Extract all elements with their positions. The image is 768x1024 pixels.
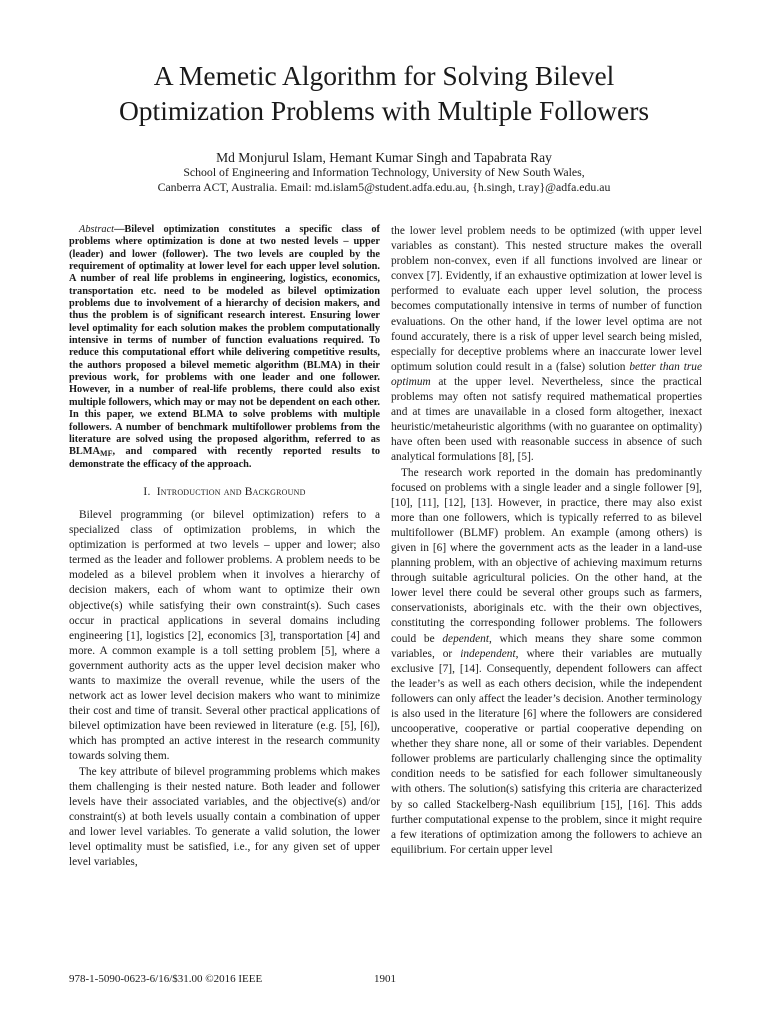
footer-isbn: 978-1-5090-0623-6/16/$31.00 ©2016 IEEE — [69, 973, 263, 985]
title-line-2: Optimization Problems with Multiple Followers — [118, 95, 650, 126]
affiliation — [40, 165, 728, 195]
section-title: Introduction and Background — [156, 485, 306, 498]
section-number: I. — [143, 485, 151, 498]
affiliation-line-1: School of Engineering and Information Technology, University of New South Wales, — [183, 165, 585, 179]
left-column — [69, 224, 380, 870]
right-p2-emphasis-dependent: dependent — [442, 632, 489, 645]
page-number: 1901 — [374, 973, 396, 985]
author-list: Md Monjurul Islam, Hemant Kumar Singh and Tapabrata Ray — [216, 150, 552, 165]
right-paragraph-2 — [391, 466, 702, 858]
right-p2-text-3: , where their variables are mutually exclusive [7], [14]. Consequently, dependent followers can affect the leader’s as well as each others decision, while the independent followers can only affect the leader’s decision. Another terminology is also used in the literature [6] where the followers are considered uncooperative, cooperative or partial cooperative depending on whether they share none, all or some of their variables. Dependent follower problems are particularly challenging since the optimality condition needs to be satisfied for each follower simultaneously with others. The solution(s) satisfying this criteria are characterized by so called Stackelberg-Nash equilibrium [15], [16]. This adds further computational expense to the problem, since it might require a few iterations of optimization among the followers to achieve an equilibrium. For certain upper level — [391, 647, 702, 856]
affiliation-line-2: Canberra ACT, Australia. Email: md.islam5@student.adfa.edu.au, {h.singh, t.ray}@adfa.edu.au — [157, 180, 611, 194]
right-column — [391, 224, 702, 858]
right-p1-text-2: at the upper level. Nevertheless, since the practical problems may often not satisfy required mathematical properties and at times are unavailable in a closed form altogether, inexact heuristic/metaheuristic algorithms (with no guarantee on optimality) have often been used with reasonable success in absence of such analytical formulations [8], [5]. — [391, 375, 702, 464]
abstract — [69, 224, 380, 471]
right-p1-text-1: the lower level problem needs to be optimized (with upper level variables as constant). This nested structure makes the overall problem non-convex, even if all functions involved are linear or convex [7]. Evidently, if an exhaustive optimization at lower level is performed to evaluate each upper level solution, the process becomes computationally intensive in terms of number of function evaluations. On the other hand, if the lower level optima are not found accurately, there is a risk of upper level search being misled, especially for deceptive problems where an inaccurate lower level optimum solution could result in a (false) solution — [391, 225, 702, 373]
abstract-subscript: MF — [100, 449, 113, 459]
abstract-label: Abstract — [79, 224, 115, 235]
paper-title — [40, 58, 728, 128]
right-p2-emphasis-independent: independent — [460, 647, 516, 660]
title-line-1: A Memetic Algorithm for Solving Bilevel — [153, 60, 615, 91]
right-p2-text-2: , which means they share some common variables, or — [391, 632, 702, 660]
intro-paragraph-2: The key attribute of bilevel programming problems which makes them challenging is their nested nature. Both leader and follower levels have their associated variables, and the objective(s) and/or constraint(s) at both levels usually contain a combination of upper and lower level variables. To generate a valid solution, the lower level optimality must be satisfied, i.e., for any given set of upper level variables, — [69, 765, 380, 869]
intro-paragraph-1: Bilevel programming (or bilevel optimization) refers to a specialized class of optimization problems, in which the optimization is performed at two levels – upper and lower; also termed as the leader and follower problems. A problem needs to be modeled as a bilevel problem when it involves a hierarchy of decision makers, each of whom want to optimize their own objective(s) while satisfying their own constraint(s). Such cases occur in practical applications in several domains including engineering [1], logistics [2], economics [3], transportation [4] and more. A common example is a toll setting problem [5], where a government authority acts as the upper level decision maker who wants to maximize the overall revenue, while the users of the network act as lower level decision makers who want to minimize their cost and time of transit. Several other practical applications of bilevel optimization have been reviewed in literature (e.g. [5], [6]), which has prompted an active interest in the research community towards solving them. — [69, 508, 380, 763]
section-heading — [69, 485, 380, 500]
right-p2-text-1: The research work reported in the domain has predominantly focused on problems with a single leader and a single follower [9], [10], [11], [12], [13]. However, in practice, there may also exist more than one followers, which is typically referred to as bilevel multifollower (BLMF) problem. An example (among others) is given in [6] where the government acts as the leader in a land-use planning problem, with an objective of achieving maximum returns through suitable agricultural policies. On the other hand, at the lower level there could be several other groups such as farmers, conservationists, aboriginals etc. with the their own objectives, constituting the corresponding follower problems. The followers could be — [391, 466, 702, 645]
right-paragraph-1 — [391, 224, 702, 466]
abstract-text-2: , and compared with recently reported results to demonstrate the efficacy of the approach. — [69, 446, 380, 470]
abstract-text-1: —Bilevel optimization constitutes a specific class of problems where optimization is done at two nested levels – upper (leader) and lower (follower). The two levels are coupled by the requirement of optimality at lower level for each upper level solution. A number of real life problems in engineering, logistics, economics, transportation etc. need to be modeled as bilevel optimization problems due to involvement of a hierarchy of decision makers, and thus the problem is of significant research interest. Ensuring lower level optimality for each solution makes the problem computationally intensive in terms of number of function evaluations required. To reduce this computational effort while delivering competitive results, the authors proposed a bilevel memetic algorithm (BLMA) in their previous work, for problems with one leader and one follower. However, in a number of real-life problems, there could also exist multiple followers, which may or may not be dependent on each other. In this paper, we extend BLMA to solve problems with multiple followers. A number of benchmark multifollower problems from the literature are solved using the proposed algorithm, referred to as BLMA — [69, 224, 380, 458]
right-p1-emphasis: better than true optimum — [391, 360, 702, 388]
